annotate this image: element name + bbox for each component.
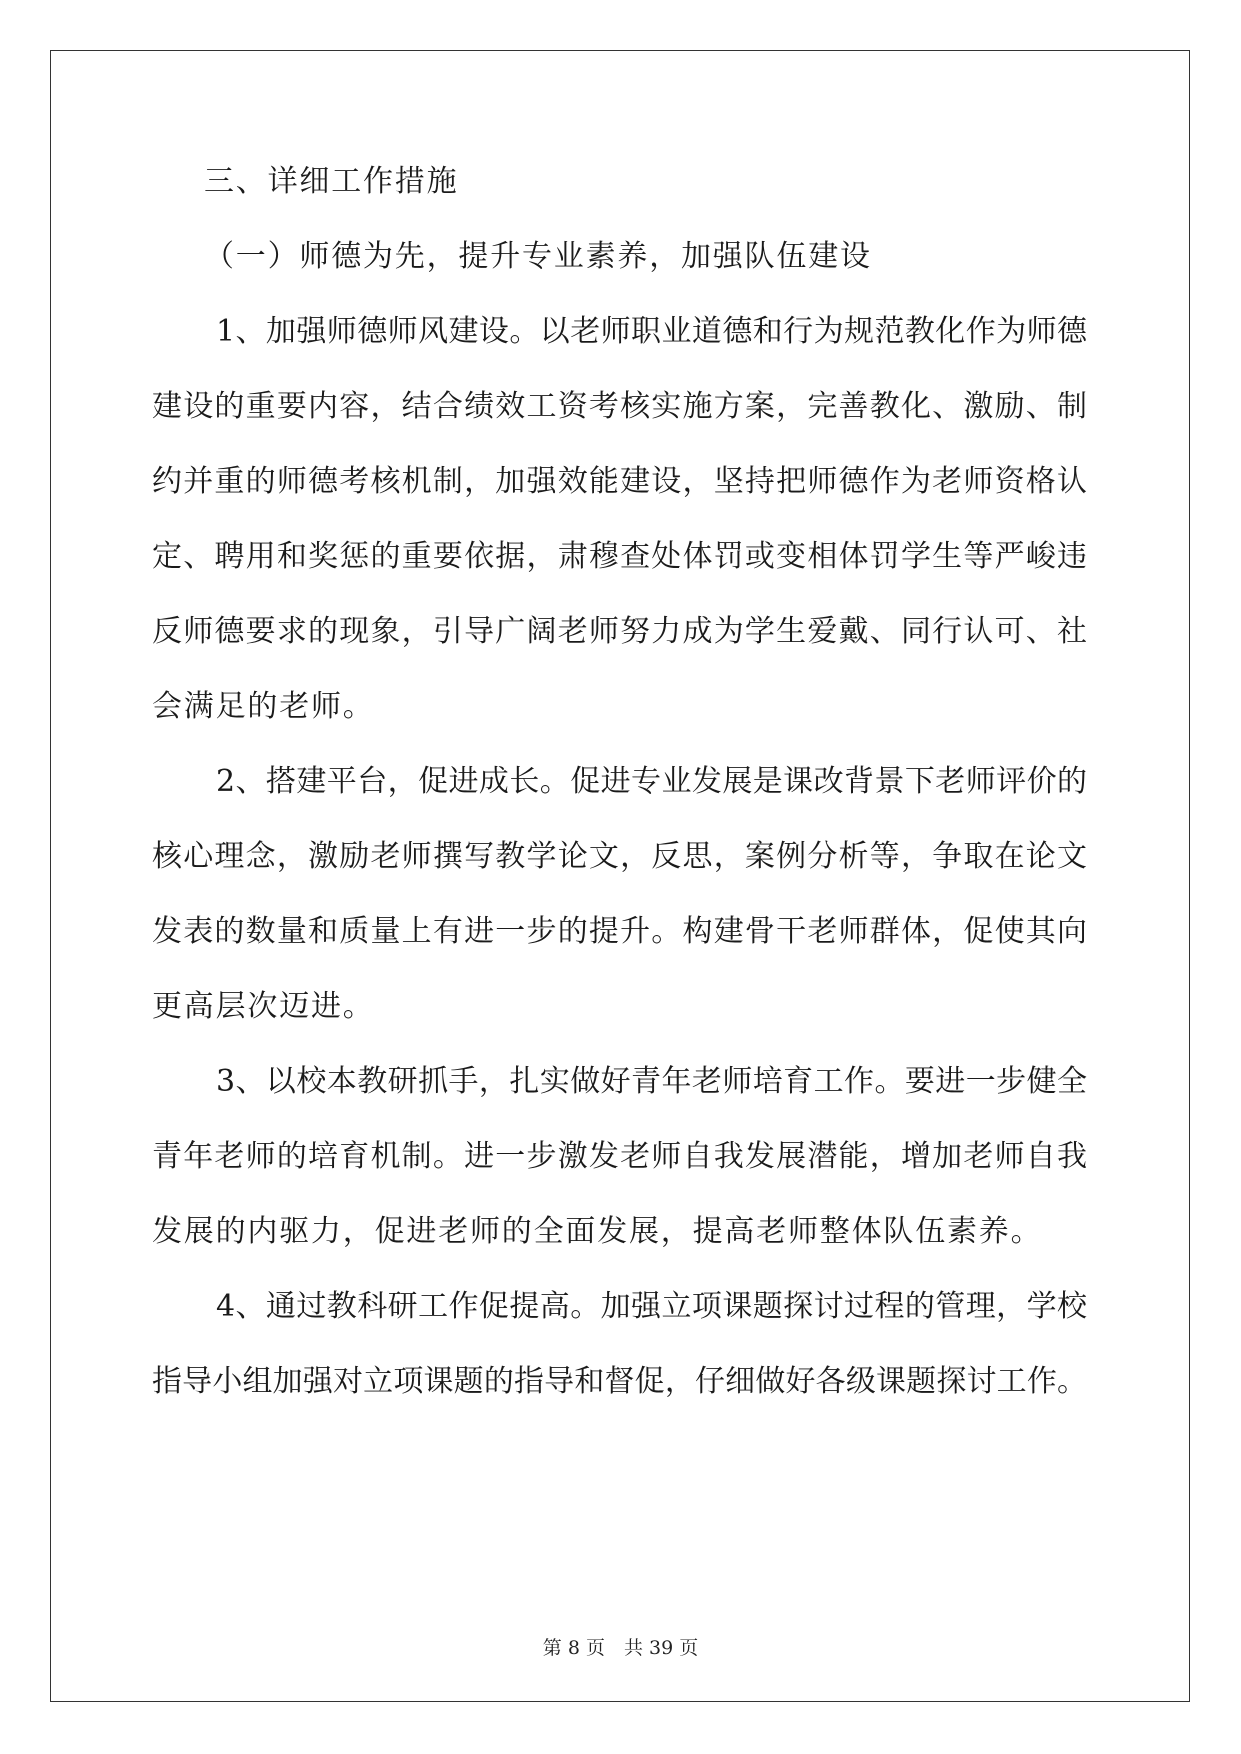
paragraph-line: 发表的数量和质量上有进一步的提升。构建骨干老师群体，促使其向: [152, 914, 1087, 949]
paragraph-line: 4、通过教科研工作促提高。加强立项课题探讨过程的管理，学校: [216, 1289, 1087, 1324]
page-number-footer: 第 8 页 共 39 页: [542, 1637, 699, 1659]
paragraph-line: 会满足的老师。: [152, 689, 375, 724]
paragraph-line: 青年老师的培育机制。进一步激发老师自我发展潜能，增加老师自我: [152, 1139, 1087, 1174]
section-heading: 三、详细工作措施: [204, 164, 459, 199]
paragraph-line: 2、搭建平台，促进成长。促进专业发展是课改背景下老师评价的: [216, 764, 1087, 799]
subsection-heading: （一）师德为先，提升专业素养，加强队伍建设: [204, 239, 872, 274]
paragraph-line: 更高层次迈进。: [152, 989, 375, 1024]
paragraph-line: 定、聘用和奖惩的重要依据，肃穆查处体罚或变相体罚学生等严峻违: [152, 539, 1087, 574]
paragraph-line: 发展的内驱力，促进老师的全面发展，提高老师整体队伍素养。: [152, 1214, 1043, 1249]
paragraph-line: 核心理念，激励老师撰写教学论文，反思，案例分析等，争取在论文: [152, 839, 1087, 874]
paragraph-line: 约并重的师德考核机制，加强效能建设，坚持把师德作为老师资格认: [152, 464, 1087, 499]
paragraph-line: 3、以校本教研抓手，扎实做好青年老师培育工作。要进一步健全: [216, 1064, 1087, 1099]
document-body: [152, 161, 1087, 1436]
paragraph-line: 反师德要求的现象，引导广阔老师努力成为学生爱戴、同行认可、社: [152, 614, 1087, 649]
paragraph-line: 1、加强师德师风建设。以老师职业道德和行为规范教化作为师德: [216, 314, 1087, 349]
paragraph-line: 建设的重要内容，结合绩效工资考核实施方案，完善教化、激励、制: [152, 389, 1087, 424]
paragraph-line: 指导小组加强对立项课题的指导和督促，仔细做好各级课题探讨工作。: [152, 1364, 1087, 1399]
